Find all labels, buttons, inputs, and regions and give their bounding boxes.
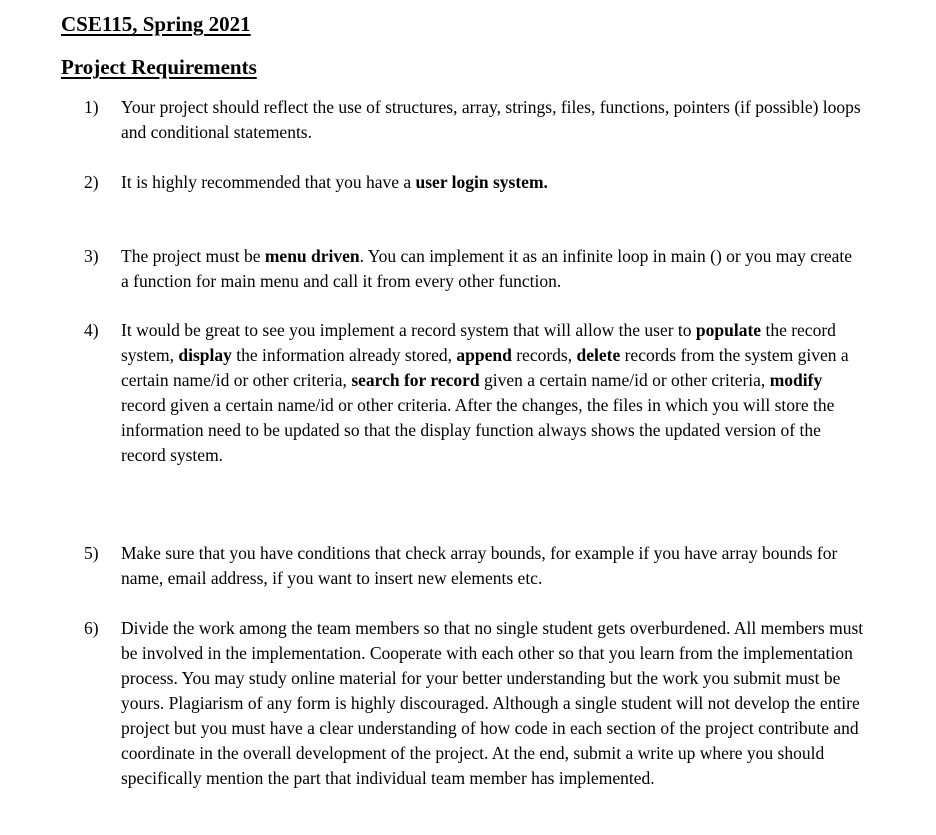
item-text-part: Make sure that you have conditions that check array bounds, for example if you have array bounds for name, email address, if you want to insert new elements etc. xyxy=(121,543,838,588)
item-text-part: given a certain name/id or other criteria, xyxy=(479,370,770,390)
requirement-item-2 xyxy=(84,170,864,195)
item-text-bold: delete xyxy=(576,345,621,365)
requirement-item-3 xyxy=(84,244,864,294)
course-title: CSE115, Spring 2021 xyxy=(61,12,251,36)
requirement-item-1 xyxy=(84,95,864,145)
item-text-part: It is highly recommended that you have a xyxy=(121,172,416,192)
item-text-bold: modify xyxy=(769,370,823,390)
item-number: 6) xyxy=(84,618,99,638)
item-text-bold: populate xyxy=(695,320,762,340)
item-text-part: the record system, xyxy=(121,320,836,365)
item-text xyxy=(121,318,864,468)
item-number: 2) xyxy=(84,172,99,192)
item-number: 4) xyxy=(84,320,99,340)
item-text xyxy=(121,95,864,145)
item-number: 5) xyxy=(84,543,99,563)
item-text xyxy=(121,170,864,195)
item-text-part: . You can implement it as an infinite loop in main () or you may create a function for main menu and call it from every other function. xyxy=(121,246,852,291)
item-text xyxy=(121,616,864,791)
item-text-part: Your project should reflect the use of structures, array, strings, files, functions, pointers (if possible) loops and conditional statements. xyxy=(121,97,861,142)
item-text xyxy=(121,244,864,294)
item-text-bold: user login system. xyxy=(415,172,548,192)
item-number: 1) xyxy=(84,97,99,117)
item-text-part: the information already stored, xyxy=(231,345,457,365)
item-text-part: record given a certain name/id or other criteria. After the changes, the files in which you will store the information need to be updated so that the display function always shows the updated version of the record system. xyxy=(121,395,835,465)
requirement-item-6 xyxy=(84,616,864,791)
item-text-bold: menu driven xyxy=(264,246,360,266)
item-text-bold: display xyxy=(178,345,232,365)
section-title: Project Requirements xyxy=(61,55,257,79)
item-text-part: records from the system given a certain name/id or other criteria, xyxy=(121,345,849,390)
item-text-part: records, xyxy=(511,345,577,365)
item-text-part: It would be great to see you implement a record system that will allow the user to xyxy=(121,320,696,340)
item-text-bold: search for record xyxy=(351,370,480,390)
item-number: 3) xyxy=(84,246,99,266)
requirement-item-5 xyxy=(84,541,864,591)
item-text xyxy=(121,541,864,591)
item-text-part: The project must be xyxy=(121,246,265,266)
item-text-bold: append xyxy=(456,345,512,365)
item-text-part: Divide the work among the team members so that no single student gets overburdened. All members must be involved in the implementation. Cooperate with each other so that you learn from the implementation process. You may study online material for your better understanding but the work you submit must be yours. Plagiarism of any form is highly discouraged. Although a single student will not develop the entire project but you must have a clear understanding of how code in each section of the project contribute and coordinate in the overall development of the project. At the end, submit a write up where you should specifically mention the part that individual team member has implemented. xyxy=(121,618,864,788)
requirement-item-4 xyxy=(84,318,864,468)
